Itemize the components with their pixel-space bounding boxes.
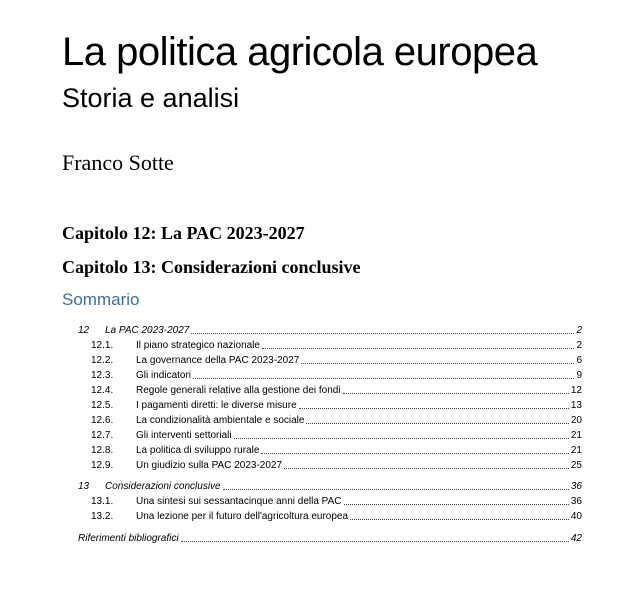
toc-entry-title: La condizionalità ambientale e sociale <box>136 415 305 426</box>
toc-entry-title: Considerazioni conclusive <box>105 481 221 492</box>
toc-entry-title: Una lezione per il futuro dell'agricoltura europea <box>136 511 349 522</box>
toc-dot-leader <box>262 348 574 349</box>
toc-entry-number: 12.3. <box>91 370 114 381</box>
toc-entry-page: 2 <box>576 325 582 336</box>
toc-entry-12-4[interactable] <box>91 382 582 397</box>
toc-entry-page: 25 <box>570 460 582 471</box>
document-subtitle: Storia e analisi <box>62 83 240 113</box>
toc-entry-number: 12.4. <box>91 385 114 396</box>
toc-entry-number: 12.5. <box>91 400 114 411</box>
toc-entry-title: La PAC 2023-2027 <box>105 325 190 336</box>
toc-entry-title: Regole generali relative alla gestione dei fondi <box>136 385 341 396</box>
toc-dot-leader <box>234 438 569 439</box>
toc-heading: Sommario <box>62 290 140 309</box>
toc-dot-leader <box>344 504 569 505</box>
toc-entry-12[interactable] <box>78 322 582 337</box>
toc-entry-title: Riferimenti bibliografici <box>78 533 179 544</box>
toc-entry-number: 12.6. <box>91 415 114 426</box>
toc-dot-leader <box>343 393 569 394</box>
toc-dot-leader <box>191 333 574 334</box>
toc-entry-page: 12 <box>570 385 582 396</box>
toc-entry-title: Gli interventi settoriali <box>136 430 232 441</box>
toc-entry-12-6[interactable] <box>91 412 582 427</box>
toc-entry-title: Il piano strategico nazionale <box>136 340 260 351</box>
toc-entry-13-1[interactable] <box>91 493 582 508</box>
toc-entry-page: 13 <box>570 400 582 411</box>
toc-entry-13-2[interactable] <box>91 508 582 523</box>
toc-entry-page: 36 <box>570 481 582 492</box>
toc-dot-leader <box>301 363 574 364</box>
toc-entry-title: Una sintesi sui sessantacinque anni della PAC <box>136 496 342 507</box>
toc-entry-page: 20 <box>570 415 582 426</box>
toc-entry-page: 21 <box>570 445 582 456</box>
toc-dot-leader <box>261 453 568 454</box>
chapter-heading-12: Capitolo 12: La PAC 2023-2027 <box>62 223 305 243</box>
toc-entry-12-3[interactable] <box>91 367 582 382</box>
toc-entry-title: Gli indicatori <box>136 370 192 381</box>
author-name: Franco Sotte <box>62 150 174 175</box>
toc-entry-page: 36 <box>570 496 582 507</box>
toc-entry-riferimenti[interactable] <box>78 530 582 545</box>
toc-entry-13[interactable] <box>78 478 582 493</box>
toc-dot-leader <box>306 423 568 424</box>
toc-entry-page: 40 <box>570 511 582 522</box>
toc-entry-number: 12.8. <box>91 445 114 456</box>
toc-entry-number: 12.7. <box>91 430 114 441</box>
toc-entry-page: 9 <box>576 370 582 381</box>
document-title: La politica agricola europea <box>62 30 538 74</box>
toc-entry-page: 21 <box>570 430 582 441</box>
toc-entry-page: 6 <box>576 355 582 366</box>
toc-dot-leader <box>181 541 569 542</box>
toc-entry-page: 2 <box>576 340 582 351</box>
chapter-heading-13: Capitolo 13: Considerazioni conclusive <box>62 257 361 277</box>
toc-entry-number: 13.2. <box>91 511 114 522</box>
toc-entry-number: 12.1. <box>91 340 114 351</box>
toc-dot-leader <box>284 468 569 469</box>
toc-entry-number: 12.9. <box>91 460 114 471</box>
toc-entry-title: La governance della PAC 2023-2027 <box>136 355 300 366</box>
toc-entry-page: 42 <box>570 533 582 544</box>
toc-dot-leader <box>350 519 569 520</box>
toc-dot-leader <box>193 378 574 379</box>
toc-entry-12-5[interactable] <box>91 397 582 412</box>
toc-entry-number: 12.2. <box>91 355 114 366</box>
toc-entry-12-9[interactable] <box>91 457 582 472</box>
toc-dot-leader <box>223 489 569 490</box>
toc-entry-12-7[interactable] <box>91 427 582 442</box>
toc-entry-title: Un giudizio sulla PAC 2023-2027 <box>136 460 283 471</box>
toc-entry-title: I pagamenti diretti: le diverse misure <box>136 400 297 411</box>
toc-entry-number: 13 <box>78 481 90 492</box>
toc-entry-12-2[interactable] <box>91 352 582 367</box>
toc-entry-12-1[interactable] <box>91 337 582 352</box>
toc-dot-leader <box>299 408 569 409</box>
toc-entry-12-8[interactable] <box>91 442 582 457</box>
toc-entry-number: 12 <box>78 325 90 336</box>
toc-entry-number: 13.1. <box>91 496 114 507</box>
toc-entry-title: La politica di sviluppo rurale <box>136 445 260 456</box>
